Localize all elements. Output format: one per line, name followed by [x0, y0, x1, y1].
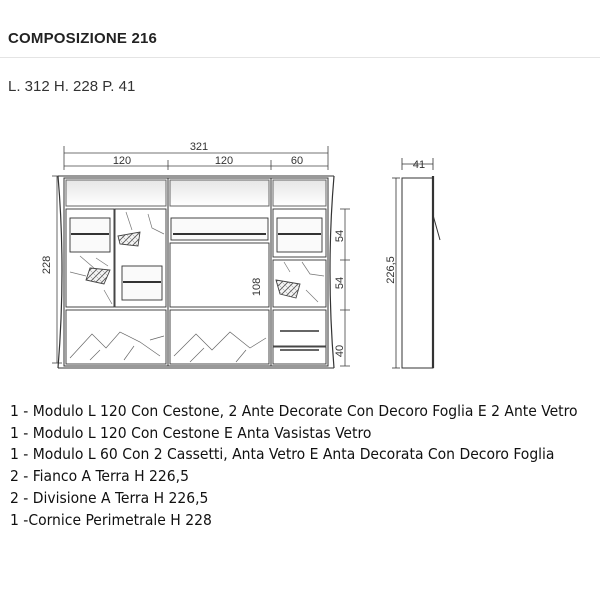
list-item: 1 - Modulo L 120 Con Cestone E Anta Vasistas Vetro	[10, 423, 372, 442]
total-height-label: 228	[41, 255, 53, 275]
list-item: 2 - Fianco A Terra H 226,5	[10, 467, 189, 486]
inner-height-label: 108	[251, 277, 263, 297]
module-width-3-label: 60	[290, 155, 304, 167]
side-view	[392, 158, 440, 368]
overall-dimensions: L. 312 H. 228 P. 41	[8, 78, 136, 95]
divider	[0, 57, 600, 58]
module-width-1-label: 120	[112, 155, 132, 167]
list-item: 1 -Cornice Perimetrale H 228	[10, 510, 212, 529]
composition-title: COMPOSIZIONE 216	[8, 30, 158, 47]
list-item: 2 - Divisione A Terra H 226,5	[10, 488, 209, 507]
components-list	[10, 401, 578, 531]
depth-label: 41	[412, 159, 426, 171]
total-width-label: 321	[189, 141, 209, 153]
technical-drawing	[0, 130, 600, 380]
list-item: 1 - Modulo L 120 Con Cestone, 2 Ante Decorate Con Decoro Foglia E 2 Ante Vetro	[10, 402, 578, 420]
right-dim-54-top: 54	[334, 229, 346, 243]
list-item: 1 - Modulo L 60 Con 2 Cassetti, Anta Vetro E Anta Decorata Con Decoro Foglia	[10, 445, 555, 464]
side-height-label: 226,5	[385, 256, 397, 284]
right-dim-40: 40	[334, 344, 346, 358]
right-dim-54-bottom: 54	[334, 276, 346, 290]
module-width-2-label: 120	[214, 155, 234, 167]
